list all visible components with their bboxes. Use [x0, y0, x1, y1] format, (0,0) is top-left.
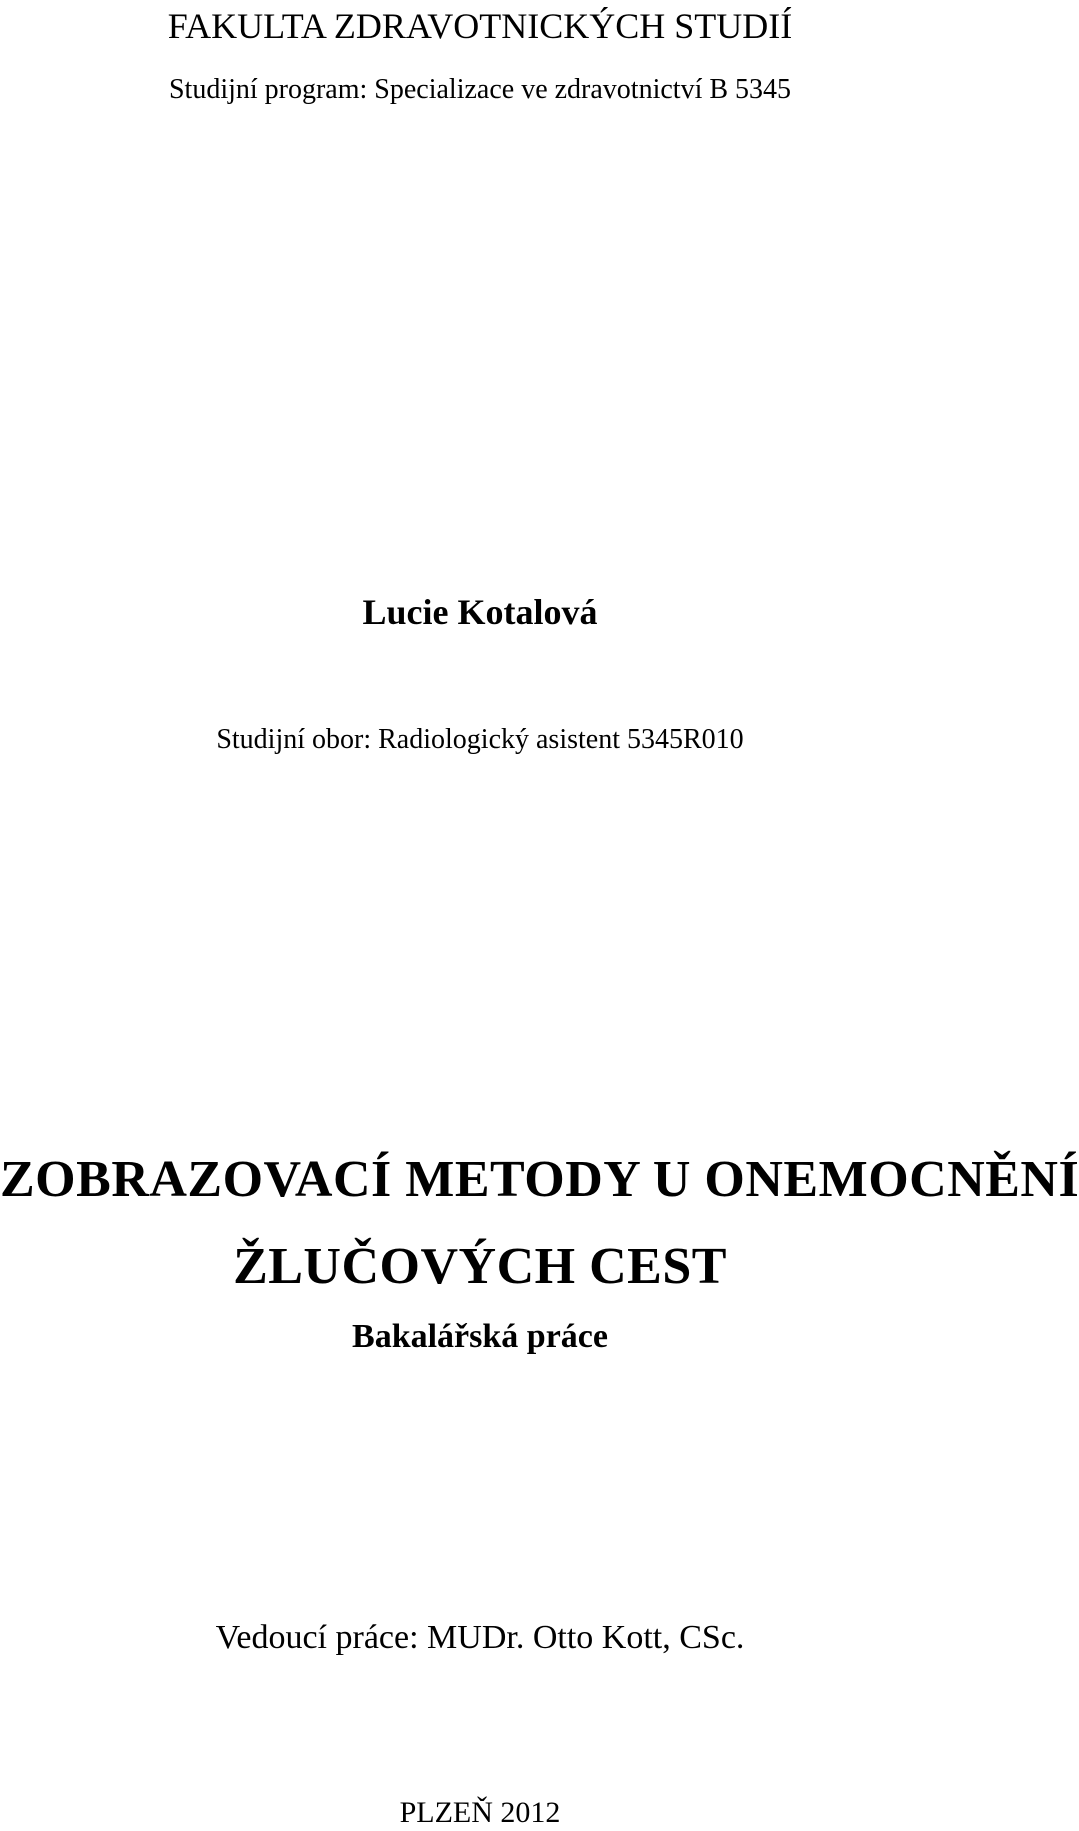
study-program: Studijní program: Specializace ve zdravotnictví B 5345 — [168, 74, 792, 105]
thesis-title-line-2: ŽLUČOVÝCH CEST — [233, 1238, 727, 1295]
study-field: Studijní obor: Radiologický asistent 5345R010 — [216, 724, 744, 755]
author-name: Lucie Kotalová — [362, 592, 598, 632]
faculty-name: FAKULTA ZDRAVOTNICKÝCH STUDIÍ — [167, 6, 793, 46]
thesis-type: Bakalářská práce — [352, 1318, 608, 1355]
city-year: PLZEŇ 2012 — [399, 1796, 561, 1829]
thesis-title-line-1: ZOBRAZOVACÍ METODY U ONEMOCNĚNÍ — [0, 1151, 1079, 1208]
supervisor: Vedoucí práce: MUDr. Otto Kott, CSc. — [215, 1619, 745, 1656]
